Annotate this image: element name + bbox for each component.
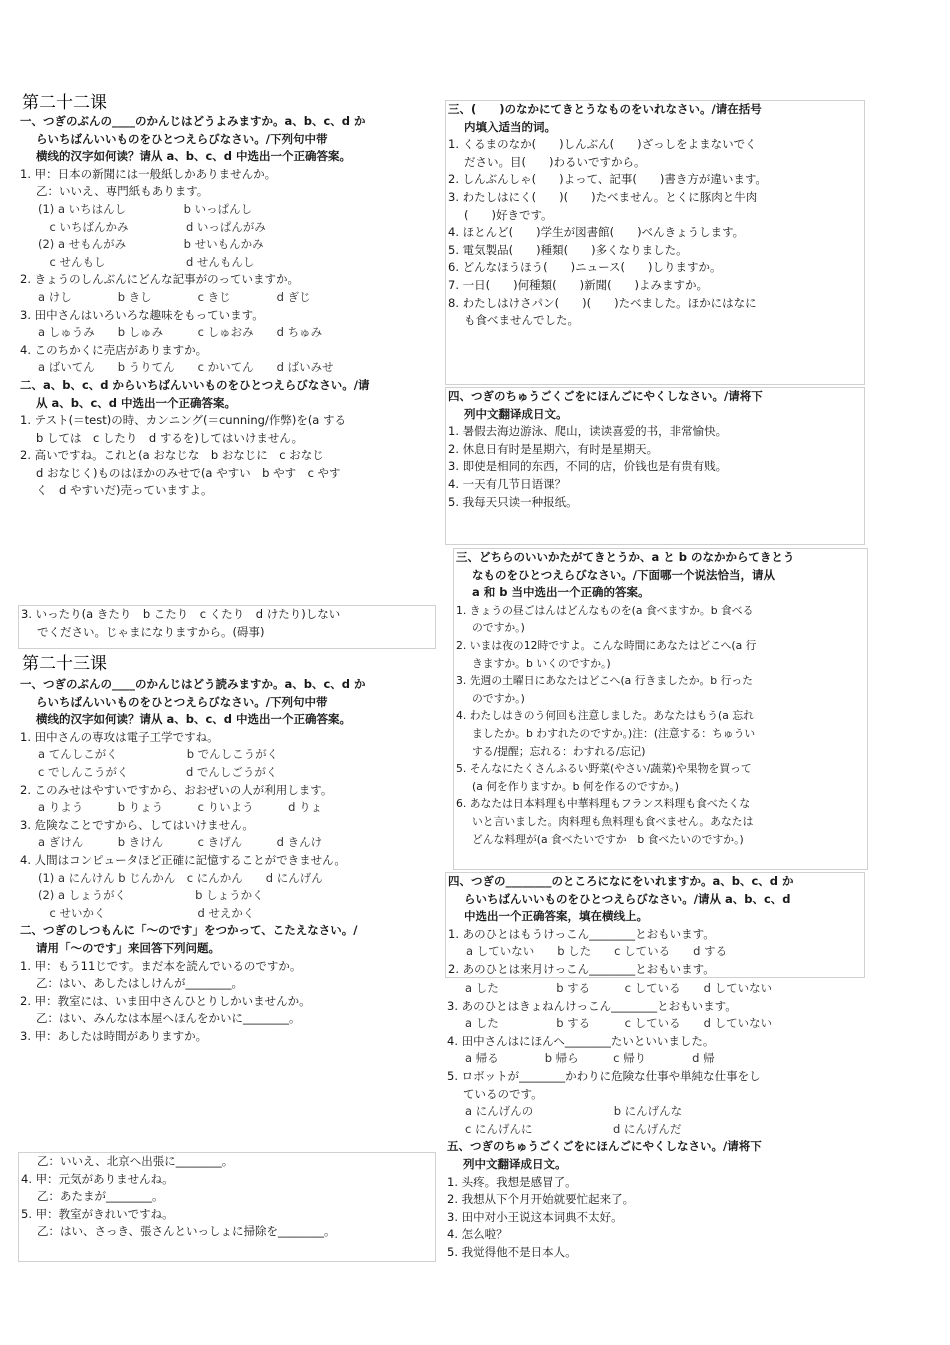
answer-options-line: c せんもし d せんもんし xyxy=(38,254,255,269)
question-line: 4. 甲：元気がありませんね。 xyxy=(21,1171,174,1186)
answer-options-line: c いちばんかみ d いっぱんがみ xyxy=(38,219,266,234)
answer-options-line: c にんげんに d にんげんだ xyxy=(465,1121,682,1136)
question-line: 6. あなたは日本料理も中華料理もフランス料理も食べたくな xyxy=(456,797,751,811)
lesson-title-23: 第二十三课 xyxy=(22,654,107,674)
question-line: 8. わたしはけさパン( )( )たべました。ほかにはなに xyxy=(448,295,757,310)
question-line: 4. 一天有几节日语课？ xyxy=(448,476,567,491)
answer-options-line: a てんしこがく b でんしこうがく xyxy=(38,747,279,762)
section-heading-line: 列中文翻译成日文。 xyxy=(464,406,568,421)
question-line: 3. 田中さんはいろいろな趣味をもっています。 xyxy=(20,307,264,322)
question-line: 3. 田中对小王说这本词典不太好。 xyxy=(447,1209,623,1224)
section-heading-line: 二、a、b、c、d からいちばんいいものをひとつえらびなさい。/请 xyxy=(20,377,370,392)
lesson22-section3-block xyxy=(445,100,865,385)
question-line: ( )好きです。 xyxy=(464,207,553,222)
question-line: d おなじく)ものはほかのみせで(a やすい b やす c やす xyxy=(36,465,341,480)
question-line: 5. 甲：教室がきれいですね。 xyxy=(21,1206,174,1221)
lesson23-section4-5-block xyxy=(445,980,865,1280)
question-line: 2. 高いですね。これと(a おなじな b おなじに c おなじ xyxy=(20,448,324,463)
question-line: 4. わたしはきのう何回も注意しました。あなたはもう(a 忘れ xyxy=(456,709,754,723)
question-line: 3. 危険なことですから、してはいけません。 xyxy=(20,817,254,832)
question-line: 乙：はい、みんなは本屋へほんをかいに________。 xyxy=(36,1011,301,1026)
question-line: 3. 先週の土曜日にあなたはどこへ(a 行きましたか。b 行った xyxy=(456,674,753,688)
question-line: 4. 怎么啦？ xyxy=(447,1227,508,1242)
section-heading-line: 二、つぎのしつもんに「～のです」をつかって、こたえなさい。/ xyxy=(20,923,358,938)
question-line: 3. 甲：あしたは時間がありますか。 xyxy=(20,1028,208,1043)
answer-options-line: a にんげんの b にんげんな xyxy=(465,1104,683,1119)
lesson23-section2-q3-5-block xyxy=(18,1152,436,1262)
answer-options-line: c せいかく d せえかく xyxy=(38,905,255,920)
question-line: 3. いったり(a きたり b こたり c くたり d けたり)しない xyxy=(21,607,341,621)
section-heading-line: 三、( )のなかにてきとうなものをいれなさい。/请在括号 xyxy=(448,102,762,116)
section-heading-line: らいちばんいいものをひとつえらびなさい。/下列句中带 xyxy=(36,131,328,146)
question-line: する/提醒；忘れる：わすれる/忘记) xyxy=(472,744,646,758)
question-line: 2. 甲：教室には、いま田中さんひとりしかいませんか。 xyxy=(20,993,311,1008)
section-heading-line: 中选出一个正确答案，填在横线上。 xyxy=(464,909,648,924)
question-line: 3. 即使是相同的东西，不同的店，价钱也是有贵有贱。 xyxy=(448,459,728,474)
question-line: のですか。) xyxy=(472,691,525,705)
question-line: 1. 甲：もう11じです。まだ本を読んでいるのですか。 xyxy=(20,958,302,973)
question-line: 1. 甲：日本の新聞には一般紙しかありませんか。 xyxy=(20,166,277,181)
answer-options-line: a しゅうみ b しゅみ c しゅおみ d ちゅみ xyxy=(38,325,323,340)
question-line: 2. あのひとは来月けっこん________とおもいます。 xyxy=(448,961,715,976)
section-heading-line: 一、つぎのぶんの____のかんじはどうよみますか。a、b、c、d か xyxy=(20,114,366,128)
question-line: 2. きょうのしんぶんにどんな記事がのっていますか。 xyxy=(20,272,300,287)
answer-options-line: a りよう b りょう c りいよう d りょ xyxy=(38,800,323,815)
answer-options-line: c でしんこうがく d でんしごうがく xyxy=(38,764,278,779)
section-heading-line: らいちばんいいものをひとつえらびなさい。/下列句中带 xyxy=(36,694,328,709)
question-line: 2. このみせはやすいですから、おおぜいの人が利用します。 xyxy=(20,782,333,797)
question-line: 5. ロボットが________かわりに危険な仕事や単純な仕事をし xyxy=(447,1068,761,1083)
question-line: も食べませんでした。 xyxy=(464,313,579,328)
answer-options-line: a していない b した c している d する xyxy=(466,944,728,959)
question-line: 1. きょうの昼ごはんはどんなものを(a 食べますか。b 食べる xyxy=(456,603,754,617)
question-line: 3. わたしはにく( )( )たべません。とくに豚肉と牛肉 xyxy=(448,189,758,204)
lesson23-section1-2-block xyxy=(18,676,436,1150)
answer-options-line: (2) a せもんがみ b せいもんかみ xyxy=(38,237,264,252)
question-line: 4. このちかくに売店がありますか。 xyxy=(20,342,208,357)
question-line: 2. いまは夜の12時ですよ。こんな時間にあなたはどこへ(a 行 xyxy=(456,638,757,652)
question-line: 1. 田中さんの専攻は電子工学ですね。 xyxy=(20,729,219,744)
lesson22-section2-q3-block xyxy=(18,605,436,649)
question-line: く d やすいだ)売っていますよ。 xyxy=(36,483,213,498)
question-line: 2. 我想从下个月开始就要忙起来了。 xyxy=(447,1192,635,1207)
question-line: きますか。b いくのですか。) xyxy=(472,656,611,670)
answer-options-line: a した b する c している d していない xyxy=(465,981,773,995)
section-heading-line: 从 a、b、c、d 中选出一个正确答案。 xyxy=(36,395,237,410)
lesson22-section1-2-block xyxy=(18,113,436,603)
question-line: 5. 電気製品( )種類( )多くなりました。 xyxy=(448,242,688,257)
lesson22-section3b-block xyxy=(453,548,868,870)
section-heading-line: 五、つぎのちゅうごくごをにほんごにやくしなさい。/请将下 xyxy=(447,1139,762,1154)
question-line: ださい。目( )わるいですから。 xyxy=(464,154,646,169)
section-heading-line: 四、つぎの________のところになにをいれますか。a、b、c、d か xyxy=(448,874,794,888)
question-line: 4. ほとんど( )学生が図書館( )べんきょうします。 xyxy=(448,225,745,240)
section-heading-line: 一、つぎのぶんの____のかんじはどう読みますか。a、b、c、d か xyxy=(20,677,366,691)
question-line: どんな料理が(a 食べたいですか b 食べたいのですか。) xyxy=(472,832,744,846)
question-line: 5. そんなにたくさんふるい野菜(やさい/蔬菜)や果物を買って xyxy=(456,762,752,776)
question-line: 乙：はい、さっき、張さんといっしょに掃除を________。 xyxy=(37,1224,336,1239)
question-line: ているのです。 xyxy=(463,1086,543,1101)
section-heading-line: a 和 b 当中选出一个正确的答案。 xyxy=(472,585,650,600)
answer-options-line: a ぎけん b きけん c きげん d きんけ xyxy=(38,835,323,850)
answer-options-line: (2) a しょうがく b しょうかく xyxy=(38,888,264,903)
question-line: 4. 人間はコンピュータほど正確に記憶することができません。 xyxy=(20,852,346,867)
section-heading-line: 列中文翻译成日文。 xyxy=(463,1156,567,1171)
section-heading-line: 四、つぎのちゅうごくごをにほんごにやくしなさい。/请将下 xyxy=(448,389,763,403)
question-line: 乙：いいえ、専門紙もあります。 xyxy=(36,184,209,199)
answer-options-line: a 帰る b 帰ら c 帰り d 帰 xyxy=(465,1051,715,1066)
section-heading-line: 横线的汉字如何读？请从 a、b、c、d 中选出一个正确答案。 xyxy=(36,712,352,727)
answer-options-line: a けし b きし c きじ d ぎじ xyxy=(38,289,311,304)
question-line: 3. あのひとはきょねんけっこん________とおもいます。 xyxy=(447,998,737,1013)
question-line: 乙：はい、あしたはしけんが________。 xyxy=(36,976,243,991)
question-line: b しては c したり d するを)してはいけません。 xyxy=(36,430,304,445)
question-line: 1. あのひとはもうけっこん________とおもいます。 xyxy=(448,926,715,941)
question-line: 4. 田中さんはにほんへ________たいといいました。 xyxy=(447,1033,715,1048)
section-heading-line: らいちばんいいものをひとつえらびなさい。/请从 a、b、c、d xyxy=(464,891,791,906)
lesson-title-22: 第二十二课 xyxy=(22,93,107,113)
question-line: 1. 头疼。我想是感冒了。 xyxy=(447,1174,577,1189)
question-line: 1. テスト(＝test)の時、カンニング(＝cunning/作弊)を(a する xyxy=(20,413,347,428)
lesson23-section4-block xyxy=(445,872,865,978)
question-line: 乙：あたまが________。 xyxy=(37,1189,164,1204)
answer-options-line: (1) a いちはんし b いっぱんし xyxy=(38,201,253,216)
question-line: (a 何を作りますか。b 何を作るのですか。) xyxy=(472,779,679,793)
question-line: 乙：いいえ、北京へ出張に________。 xyxy=(37,1154,234,1168)
section-heading-line: 内填入适当的词。 xyxy=(464,119,556,134)
answer-options-line: (1) a にんけん b じんかん c にんかん d にんげん xyxy=(38,870,323,885)
section-heading-line: なものをひとつえらびなさい。/下面哪一个说法恰当，请从 xyxy=(472,567,775,582)
lesson22-section4-block xyxy=(445,387,865,545)
question-line: 2. 休息日有时是星期六，有时是星期天。 xyxy=(448,441,659,456)
answer-options-line: a ばいてん b うりてん c かいてん d ばいみせ xyxy=(38,360,334,375)
question-line: のですか。) xyxy=(472,621,525,635)
question-line: いと言いました。肉料理も魚料理も食べません。あなたは xyxy=(472,814,754,828)
question-line: 1. 暑假去海边游泳、爬山，读读喜爱的书，非常愉快。 xyxy=(448,424,728,439)
question-line: ましたか。b わすれたのですか。)注：(注意する：ちゅうい xyxy=(472,726,756,740)
question-line: 7. 一日( )何種類( )新聞( )よみますか。 xyxy=(448,277,709,292)
section-heading-line: 请用「～のです」来回答下列问题。 xyxy=(36,940,220,955)
question-line: でください。じゃまになりますから。(碍事) xyxy=(37,624,265,639)
question-line: 5. 我每天只读一种报纸。 xyxy=(448,494,578,509)
section-heading-line: 三、どちらのいいかたがてきとうか、a と b のなかからてきとう xyxy=(456,550,795,564)
question-line: 6. どんなほうほう( )ニュース( )しりますか。 xyxy=(448,260,722,275)
question-line: 5. 我觉得他不是日本人。 xyxy=(447,1244,577,1259)
section-heading-line: 横线的汉字如何读？请从 a、b、c、d 中选出一个正确答案。 xyxy=(36,149,352,164)
question-line: 1. くるまのなか( )しんぶん( )ざっしをよまないでく xyxy=(448,137,757,152)
question-line: 2. しんぶんしゃ( )よって、記事( )書き方が違います。 xyxy=(448,172,767,187)
answer-options-line: a した b する c している d していない xyxy=(465,1016,773,1031)
